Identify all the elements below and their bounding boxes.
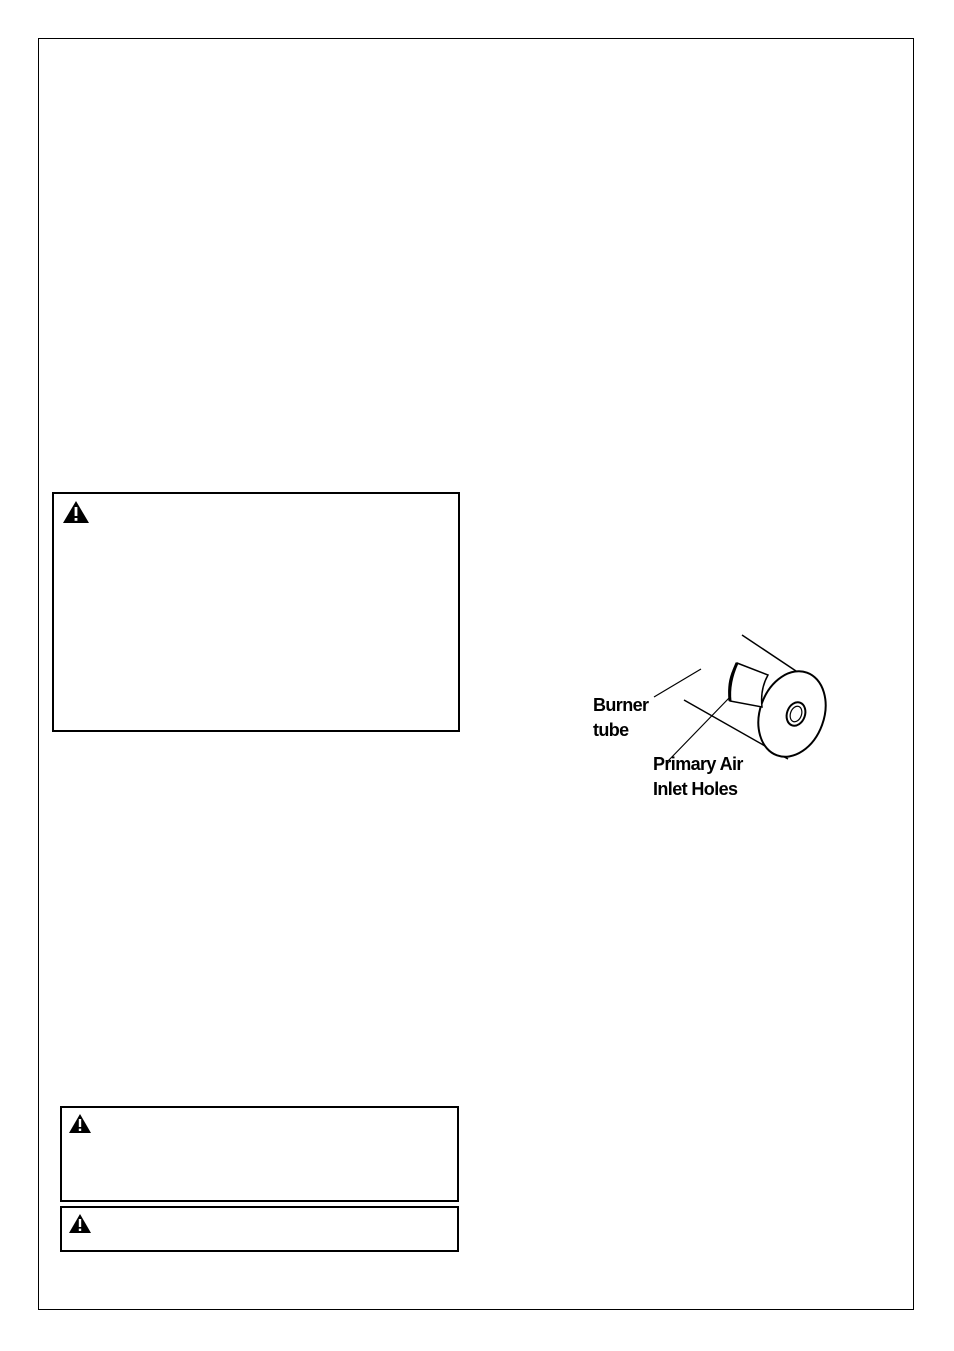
tube-top-edge — [742, 635, 796, 671]
warning-box-medium — [60, 1106, 459, 1202]
warning-box-large — [52, 492, 460, 732]
warning-triangle-icon — [62, 500, 90, 524]
warning-triangle-icon — [68, 1213, 92, 1234]
warning-box-small — [60, 1206, 459, 1252]
warning-triangle-icon — [68, 1113, 92, 1134]
primary-air-inlet-label: Primary Air Inlet Holes — [653, 754, 743, 799]
burner-tube-figure — [580, 625, 840, 815]
burner-tube-label: Burner tube — [593, 695, 649, 740]
